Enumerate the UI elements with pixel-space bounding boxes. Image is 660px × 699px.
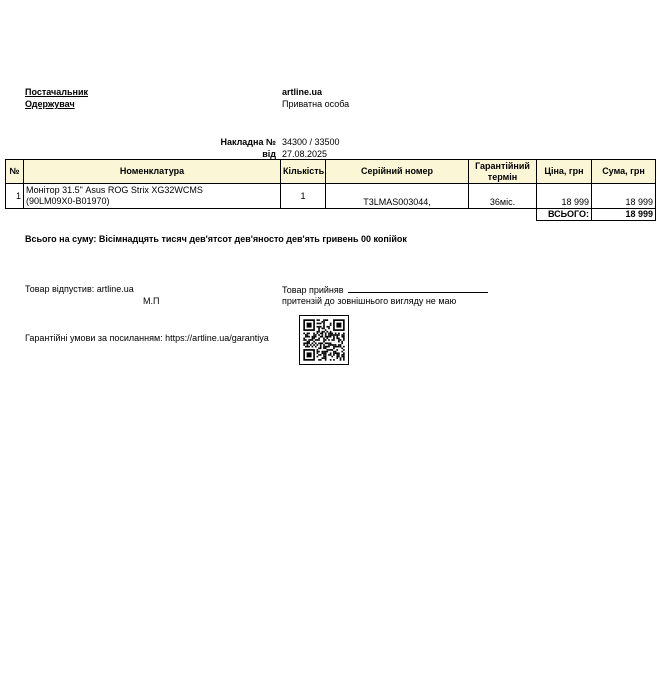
row-qty: 1 xyxy=(281,184,326,209)
row-price: 18 999 xyxy=(537,184,592,209)
invoice-label: Накладна № xyxy=(220,137,276,147)
date-label: від xyxy=(262,149,276,159)
row-name-line2: (90LM09X0-B01970) xyxy=(26,196,110,206)
col-header-warranty-line2: термін xyxy=(487,171,518,182)
row-sum: 18 999 xyxy=(592,184,656,209)
col-header-name: Номенклатура xyxy=(24,160,281,184)
total-row xyxy=(6,209,656,221)
invoice-number: 34300 / 33500 xyxy=(282,137,340,147)
qr-code xyxy=(299,315,349,365)
invoice-date: 27.08.2025 xyxy=(282,149,328,159)
col-header-serial: Серійний номер xyxy=(326,160,469,184)
total-label: ВСЬОГО: xyxy=(537,209,592,221)
col-header-warranty-line1: Гарантійний xyxy=(475,160,530,171)
col-header-sum: Сума, грн xyxy=(592,160,656,184)
table-header-row xyxy=(6,160,656,184)
accepted-by xyxy=(282,284,488,295)
row-warranty: 36міс. xyxy=(469,184,537,209)
released-by: Товар відпустив: artline.ua xyxy=(25,284,134,294)
supplier-value: artline.ua xyxy=(282,87,323,97)
row-serial: T3LMAS003044, xyxy=(326,184,469,209)
col-header-qty: Кількість xyxy=(281,160,326,184)
signature-line xyxy=(348,284,488,293)
table-row xyxy=(6,184,656,209)
recipient-label: Одержувач xyxy=(25,99,75,109)
items-table xyxy=(5,159,656,221)
row-num: 1 xyxy=(6,184,24,209)
col-header-price: Ціна, грн xyxy=(537,160,592,184)
sum-in-words: Всього на суму: Вісімнадцять тисяч дев'ятсот дев'яносто дев'ять гривень 00 копійок xyxy=(25,234,407,244)
no-claims-text: притензій до зовнішнього вигляду не маю xyxy=(282,296,457,306)
col-header-num: № xyxy=(6,160,24,184)
col-header-warranty xyxy=(469,160,537,184)
qr-code-icon xyxy=(300,316,348,364)
recipient-value: Приватна особа xyxy=(282,99,350,109)
stamp-label: М.П xyxy=(143,296,160,306)
row-name-line1: Монітор 31.5" Asus ROG Strix XG32WCMS xyxy=(26,185,203,195)
warranty-terms: Гарантійні умови за посиланням: https://artline.ua/garantiya xyxy=(25,333,269,343)
row-name xyxy=(24,184,281,209)
supplier-label: Постачальник xyxy=(25,87,88,97)
total-value: 18 999 xyxy=(592,209,656,221)
accepted-by-label: Товар прийняв xyxy=(282,285,344,295)
